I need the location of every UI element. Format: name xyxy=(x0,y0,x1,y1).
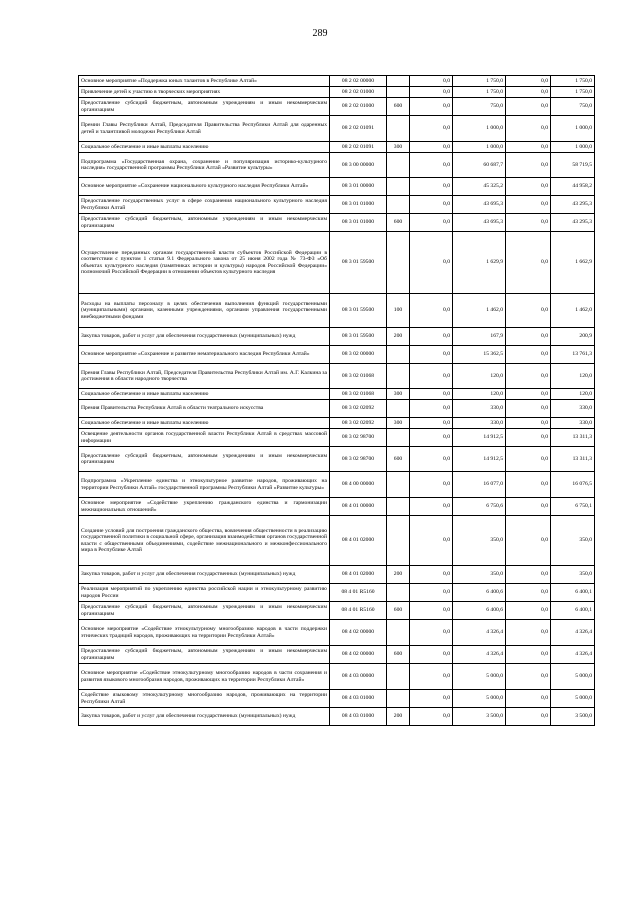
amount-col-3: 0,0 xyxy=(506,178,551,196)
target-article-code: 08 4 03 01000 xyxy=(330,708,387,726)
amount-col-2: 167,9 xyxy=(453,328,506,346)
table-row xyxy=(79,708,595,726)
amount-col-1: 0,0 xyxy=(410,214,453,232)
amount-col-1: 0,0 xyxy=(410,516,453,566)
amount-col-4: 13 761,3 xyxy=(551,346,595,364)
amount-col-2: 6 400,6 xyxy=(453,602,506,620)
target-article-code: 08 3 02 02092 xyxy=(330,418,387,429)
amount-col-2: 45 325,2 xyxy=(453,178,506,196)
target-article-code: 08 3 01 01000 xyxy=(330,196,387,214)
target-article-code: 08 2 02 01091 xyxy=(330,116,387,142)
expense-type-code xyxy=(387,346,410,364)
table-row xyxy=(79,328,595,346)
target-article-code: 08 2 02 01000 xyxy=(330,98,387,116)
table-row xyxy=(79,232,595,294)
expense-name: Закупка товаров, работ и услуг для обеспечения государственных (муниципальных) нужд xyxy=(79,566,330,584)
expense-type-code: 600 xyxy=(387,646,410,664)
amount-col-4: 5 000,0 xyxy=(551,690,595,708)
expense-type-code: 600 xyxy=(387,602,410,620)
expense-name: Предоставление субсидий бюджетным, автономным учреждениям и иным некоммерческим организациям xyxy=(79,447,330,472)
amount-col-4: 6 750,1 xyxy=(551,498,595,516)
expense-type-code xyxy=(387,87,410,98)
amount-col-4: 3 500,0 xyxy=(551,708,595,726)
amount-col-2: 1 629,9 xyxy=(453,232,506,294)
expense-name: Основное мероприятие «Содействие этнокультурному многообразию народов в части сохранения и развития языкового многообразия народов, проживающих на территории Республики Алтай» xyxy=(79,664,330,690)
expense-name: Предоставление государственных услуг в сфере сохранения национального культурного наследия Республики Алтай xyxy=(79,196,330,214)
expense-type-code xyxy=(387,516,410,566)
amount-col-4: 1 750,0 xyxy=(551,87,595,98)
amount-col-1: 0,0 xyxy=(410,364,453,389)
table-row xyxy=(79,664,595,690)
amount-col-4: 58 719,5 xyxy=(551,153,595,178)
expense-type-code: 100 xyxy=(387,294,410,328)
amount-col-1: 0,0 xyxy=(410,178,453,196)
amount-col-3: 0,0 xyxy=(506,584,551,602)
amount-col-4: 1 662,9 xyxy=(551,232,595,294)
amount-col-4: 1 000,0 xyxy=(551,142,595,153)
amount-col-1: 0,0 xyxy=(410,98,453,116)
expense-name: Социальное обеспечение и иные выплаты населению xyxy=(79,142,330,153)
amount-col-2: 60 687,7 xyxy=(453,153,506,178)
expense-name: Премия Главы Республики Алтай, Председателя Правительства Республики Алтай им. А.Г. Калкина за достижения в области народного творчества xyxy=(79,364,330,389)
expense-type-code xyxy=(387,584,410,602)
amount-col-2: 16 077,0 xyxy=(453,472,506,498)
expense-type-code xyxy=(387,664,410,690)
amount-col-3: 0,0 xyxy=(506,76,551,87)
amount-col-2: 120,0 xyxy=(453,364,506,389)
table-row xyxy=(79,690,595,708)
table-row xyxy=(79,620,595,646)
amount-col-4: 44 958,2 xyxy=(551,178,595,196)
target-article-code: 08 2 02 00000 xyxy=(330,76,387,87)
amount-col-4: 6 400,1 xyxy=(551,602,595,620)
table-row xyxy=(79,602,595,620)
amount-col-3: 0,0 xyxy=(506,87,551,98)
amount-col-4: 1 000,0 xyxy=(551,116,595,142)
amount-col-3: 0,0 xyxy=(506,364,551,389)
table-row xyxy=(79,472,595,498)
amount-col-2: 330,0 xyxy=(453,400,506,418)
amount-col-3: 0,0 xyxy=(506,429,551,447)
expense-name: Основное мероприятие «Сохранение и развитие нематериального наследия Республики Алтай» xyxy=(79,346,330,364)
amount-col-4: 5 000,0 xyxy=(551,664,595,690)
expense-type-code xyxy=(387,76,410,87)
target-article-code: 08 4 01 02000 xyxy=(330,566,387,584)
table-row xyxy=(79,196,595,214)
expense-type-code: 300 xyxy=(387,389,410,400)
target-article-code: 08 4 01 R5160 xyxy=(330,602,387,620)
expense-name: Основное мероприятие «Сохранение национального культурного наследия Республики Алтай» xyxy=(79,178,330,196)
amount-col-2: 1 462,0 xyxy=(453,294,506,328)
expense-type-code xyxy=(387,429,410,447)
budget-table-body xyxy=(79,76,595,726)
amount-col-4: 120,0 xyxy=(551,364,595,389)
amount-col-2: 330,0 xyxy=(453,418,506,429)
amount-col-1: 0,0 xyxy=(410,566,453,584)
amount-col-2: 15 362,5 xyxy=(453,346,506,364)
amount-col-1: 0,0 xyxy=(410,447,453,472)
table-row xyxy=(79,498,595,516)
target-article-code: 08 3 02 01068 xyxy=(330,364,387,389)
amount-col-2: 4 326,4 xyxy=(453,620,506,646)
target-article-code: 08 4 01 00000 xyxy=(330,498,387,516)
expense-type-code xyxy=(387,232,410,294)
amount-col-2: 1 750,0 xyxy=(453,76,506,87)
table-row xyxy=(79,447,595,472)
table-row xyxy=(79,516,595,566)
amount-col-4: 330,0 xyxy=(551,418,595,429)
amount-col-4: 4 326,4 xyxy=(551,620,595,646)
amount-col-3: 0,0 xyxy=(506,664,551,690)
table-row xyxy=(79,429,595,447)
target-article-code: 08 4 03 00000 xyxy=(330,664,387,690)
amount-col-1: 0,0 xyxy=(410,153,453,178)
amount-col-3: 0,0 xyxy=(506,498,551,516)
amount-col-1: 0,0 xyxy=(410,400,453,418)
target-article-code: 08 3 02 01068 xyxy=(330,389,387,400)
amount-col-3: 0,0 xyxy=(506,232,551,294)
expense-type-code: 200 xyxy=(387,566,410,584)
amount-col-2: 1 750,0 xyxy=(453,87,506,98)
target-article-code: 08 3 02 98700 xyxy=(330,429,387,447)
target-article-code: 08 3 01 00000 xyxy=(330,178,387,196)
amount-col-2: 120,0 xyxy=(453,389,506,400)
amount-col-3: 0,0 xyxy=(506,153,551,178)
expense-name: Расходы на выплаты персоналу в целях обеспечения выполнения функций государственными (муниципальными) органами, казенными учреждениями, органами управления государственными внебюджетными фондами xyxy=(79,294,330,328)
amount-col-2: 1 000,0 xyxy=(453,116,506,142)
expense-type-code xyxy=(387,178,410,196)
expense-type-code xyxy=(387,364,410,389)
expense-type-code: 200 xyxy=(387,708,410,726)
amount-col-3: 0,0 xyxy=(506,116,551,142)
expense-name: Основное мероприятие «Поддержка юных талантов в Республике Алтай» xyxy=(79,76,330,87)
expense-name: Предоставление субсидий бюджетным, автономным учреждениям и иным некоммерческим организациям xyxy=(79,646,330,664)
amount-col-1: 0,0 xyxy=(410,346,453,364)
amount-col-1: 0,0 xyxy=(410,196,453,214)
table-row xyxy=(79,346,595,364)
amount-col-3: 0,0 xyxy=(506,690,551,708)
amount-col-1: 0,0 xyxy=(410,498,453,516)
amount-col-2: 5 000,0 xyxy=(453,664,506,690)
target-article-code: 08 4 02 00000 xyxy=(330,620,387,646)
expense-type-code xyxy=(387,196,410,214)
amount-col-1: 0,0 xyxy=(410,142,453,153)
amount-col-1: 0,0 xyxy=(410,232,453,294)
amount-col-4: 200,9 xyxy=(551,328,595,346)
amount-col-1: 0,0 xyxy=(410,708,453,726)
amount-col-4: 120,0 xyxy=(551,389,595,400)
amount-col-1: 0,0 xyxy=(410,87,453,98)
expense-type-code xyxy=(387,620,410,646)
amount-col-2: 1 000,0 xyxy=(453,142,506,153)
amount-col-3: 0,0 xyxy=(506,516,551,566)
amount-col-4: 6 400,1 xyxy=(551,584,595,602)
amount-col-4: 13 311,3 xyxy=(551,429,595,447)
amount-col-1: 0,0 xyxy=(410,584,453,602)
amount-col-1: 0,0 xyxy=(410,116,453,142)
table-row xyxy=(79,142,595,153)
expense-type-code: 600 xyxy=(387,98,410,116)
expense-type-code: 300 xyxy=(387,418,410,429)
amount-col-1: 0,0 xyxy=(410,389,453,400)
expense-name: Предоставление субсидий бюджетным, автономным учреждениям и иным некоммерческим организациям xyxy=(79,98,330,116)
table-row xyxy=(79,584,595,602)
target-article-code: 08 3 01 59500 xyxy=(330,328,387,346)
table-row xyxy=(79,98,595,116)
table-row xyxy=(79,87,595,98)
table-row xyxy=(79,153,595,178)
expense-name: Премия Правительства Республики Алтай в области театрального искусства xyxy=(79,400,330,418)
amount-col-1: 0,0 xyxy=(410,646,453,664)
page-number: 289 xyxy=(312,28,328,39)
amount-col-2: 4 326,4 xyxy=(453,646,506,664)
expense-name: Закупка товаров, работ и услуг для обеспечения государственных (муниципальных) нужд xyxy=(79,708,330,726)
expense-name: Предоставление субсидий бюджетным, автономным учреждениям и иным некоммерческим организациям xyxy=(79,602,330,620)
amount-col-4: 4 326,4 xyxy=(551,646,595,664)
amount-col-3: 0,0 xyxy=(506,418,551,429)
amount-col-3: 0,0 xyxy=(506,389,551,400)
amount-col-1: 0,0 xyxy=(410,328,453,346)
amount-col-1: 0,0 xyxy=(410,429,453,447)
expense-type-code: 300 xyxy=(387,142,410,153)
amount-col-1: 0,0 xyxy=(410,602,453,620)
amount-col-3: 0,0 xyxy=(506,708,551,726)
expense-name: Основное мероприятие «Содействие этнокультурному многообразию народов в части поддержки этнических традиций народов, проживающих на территории Республики Алтай» xyxy=(79,620,330,646)
amount-col-3: 0,0 xyxy=(506,294,551,328)
amount-col-4: 330,0 xyxy=(551,400,595,418)
amount-col-2: 43 695,3 xyxy=(453,196,506,214)
expense-type-code xyxy=(387,116,410,142)
amount-col-4: 43 295,3 xyxy=(551,214,595,232)
amount-col-1: 0,0 xyxy=(410,294,453,328)
amount-col-2: 43 695,3 xyxy=(453,214,506,232)
expense-name: Предоставление субсидий бюджетным, автономным учреждениям и иным некоммерческим организациям xyxy=(79,214,330,232)
amount-col-3: 0,0 xyxy=(506,400,551,418)
expense-name: Привлечение детей к участию в творческих мероприятиях xyxy=(79,87,330,98)
amount-col-4: 43 295,3 xyxy=(551,196,595,214)
amount-col-1: 0,0 xyxy=(410,418,453,429)
expense-name: Подпрограмма «Укрепление единства и этнокультурное развитие народов, проживающих на территории Республики Алтай» государственной программы Республики Алтай «Развитие культуры» xyxy=(79,472,330,498)
amount-col-3: 0,0 xyxy=(506,196,551,214)
expense-type-code xyxy=(387,472,410,498)
target-article-code: 08 3 02 02092 xyxy=(330,400,387,418)
expense-name: Основное мероприятие «Содействие укреплению гражданского единства и гармонизации межнациональных отношений» xyxy=(79,498,330,516)
expense-type-code: 200 xyxy=(387,328,410,346)
amount-col-3: 0,0 xyxy=(506,646,551,664)
table-row xyxy=(79,400,595,418)
target-article-code: 08 2 02 01000 xyxy=(330,87,387,98)
target-article-code: 08 4 01 R5160 xyxy=(330,584,387,602)
amount-col-2: 14 912,5 xyxy=(453,447,506,472)
table-row xyxy=(79,294,595,328)
expense-type-code xyxy=(387,153,410,178)
amount-col-3: 0,0 xyxy=(506,346,551,364)
target-article-code: 08 3 02 98700 xyxy=(330,447,387,472)
table-row xyxy=(79,566,595,584)
amount-col-3: 0,0 xyxy=(506,620,551,646)
table-row xyxy=(79,364,595,389)
amount-col-2: 350,0 xyxy=(453,566,506,584)
table-row xyxy=(79,646,595,664)
amount-col-1: 0,0 xyxy=(410,620,453,646)
expense-name: Подпрограмма «Государственная охрана, сохранение и популяризация историко-культурного наследия» государственной программы Республики Алтай «Развитие культуры» xyxy=(79,153,330,178)
expense-name: Содействие языковому этнокультурному многообразию народов, проживающих на территории Республики Алтай xyxy=(79,690,330,708)
target-article-code: 08 4 00 00000 xyxy=(330,472,387,498)
amount-col-4: 16 076,5 xyxy=(551,472,595,498)
expense-type-code: 600 xyxy=(387,447,410,472)
amount-col-3: 0,0 xyxy=(506,602,551,620)
amount-col-2: 3 500,0 xyxy=(453,708,506,726)
table-row xyxy=(79,76,595,87)
amount-col-4: 750,0 xyxy=(551,98,595,116)
table-row xyxy=(79,418,595,429)
table-row xyxy=(79,178,595,196)
amount-col-2: 350,0 xyxy=(453,516,506,566)
target-article-code: 08 4 02 00000 xyxy=(330,646,387,664)
expense-name: Закупка товаров, работ и услуг для обеспечения государственных (муниципальных) нужд xyxy=(79,328,330,346)
amount-col-4: 1 462,0 xyxy=(551,294,595,328)
table-row xyxy=(79,214,595,232)
target-article-code: 08 3 02 00000 xyxy=(330,346,387,364)
amount-col-4: 13 311,3 xyxy=(551,447,595,472)
expense-name: Социальное обеспечение и иные выплаты населению xyxy=(79,418,330,429)
amount-col-3: 0,0 xyxy=(506,142,551,153)
target-article-code: 08 2 02 01091 xyxy=(330,142,387,153)
expense-name: Социальное обеспечение и иные выплаты населению xyxy=(79,389,330,400)
amount-col-4: 350,0 xyxy=(551,566,595,584)
amount-col-1: 0,0 xyxy=(410,690,453,708)
table-row xyxy=(79,116,595,142)
amount-col-4: 350,0 xyxy=(551,516,595,566)
amount-col-2: 6 400,6 xyxy=(453,584,506,602)
budget-table xyxy=(78,75,595,726)
amount-col-2: 14 912,5 xyxy=(453,429,506,447)
target-article-code: 08 3 01 01000 xyxy=(330,214,387,232)
expense-type-code xyxy=(387,498,410,516)
target-article-code: 08 3 01 59500 xyxy=(330,232,387,294)
amount-col-3: 0,0 xyxy=(506,472,551,498)
expense-name: Премии Главы Республики Алтай, Председателя Правительства Республики Алтай для одаренных детей и талантливой молодежи Республики Алтай xyxy=(79,116,330,142)
target-article-code: 08 3 01 59500 xyxy=(330,294,387,328)
amount-col-3: 0,0 xyxy=(506,566,551,584)
amount-col-1: 0,0 xyxy=(410,664,453,690)
expense-name: Реализация мероприятий по укреплению единства российской нации и этнокультурному развитию народов России xyxy=(79,584,330,602)
amount-col-3: 0,0 xyxy=(506,328,551,346)
target-article-code: 08 3 00 00000 xyxy=(330,153,387,178)
expense-name: Осуществление переданных органам государственной власти субъектов Российской Федерации в соответствии с пунктом 1 статьи 9.1 Федерального закона от 25 июня 2002 года № 73-ФЗ «Об объектах культурного наследия (памятниках истории и культуры) народов Российской Федерации» полномочий Российской Федерации в отношении объектов культурного наследия xyxy=(79,232,330,294)
expense-name: Создание условий для построения гражданского общества, вовлечения общественности в реализацию государственной политики в социальной сфере, организация взаимодействия органов государственной власти с общественными объединениями, содействие межнационального и межконфессионального мира в Республике Алтай xyxy=(79,516,330,566)
amount-col-3: 0,0 xyxy=(506,447,551,472)
target-article-code: 08 4 03 01000 xyxy=(330,690,387,708)
amount-col-3: 0,0 xyxy=(506,214,551,232)
target-article-code: 08 4 01 02000 xyxy=(330,516,387,566)
amount-col-1: 0,0 xyxy=(410,76,453,87)
amount-col-2: 6 750,6 xyxy=(453,498,506,516)
expense-type-code: 600 xyxy=(387,214,410,232)
amount-col-4: 1 750,0 xyxy=(551,76,595,87)
expense-type-code xyxy=(387,690,410,708)
expense-type-code xyxy=(387,400,410,418)
amount-col-2: 750,0 xyxy=(453,98,506,116)
amount-col-2: 5 000,0 xyxy=(453,690,506,708)
expense-name: Освещение деятельности органов государственной власти Республики Алтай в средствах массовой информации xyxy=(79,429,330,447)
amount-col-3: 0,0 xyxy=(506,98,551,116)
amount-col-1: 0,0 xyxy=(410,472,453,498)
table-row xyxy=(79,389,595,400)
